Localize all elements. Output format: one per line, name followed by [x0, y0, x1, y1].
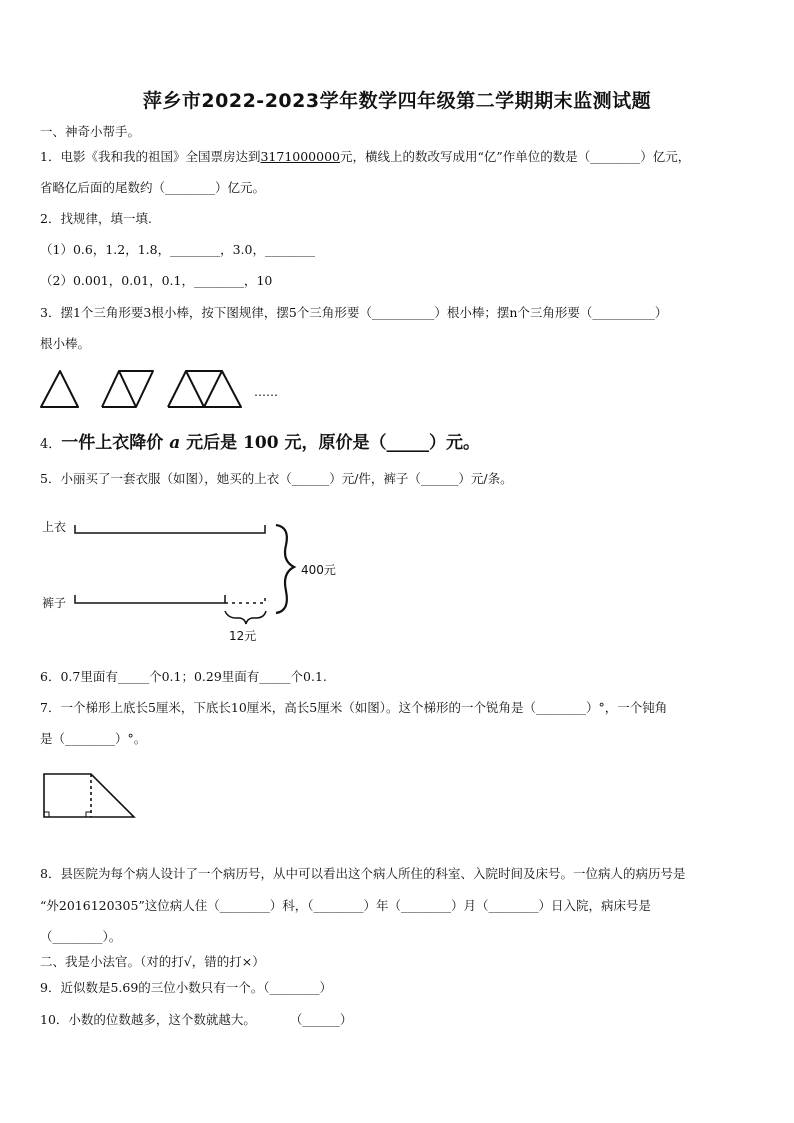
question-6: 6．0.7里面有_____个0.1；0.29里面有_____个0.1. [40, 669, 327, 684]
q10-text: 10．小数的位数越多，这个数就越大。 [40, 1012, 256, 1027]
question-1-line-1 [40, 147, 690, 165]
difference-brace [225, 611, 266, 624]
triangle-1 [41, 371, 78, 407]
triangles-3 [168, 371, 222, 407]
difference-segment [225, 595, 265, 603]
question-5: 5．小丽买了一套衣服（如图），她买的上衣（______）元/件，裤子（______）元/条。 [40, 471, 513, 486]
page-title: 萍乡市2022-2023学年数学四年级第二学期期末监测试题 [142, 90, 652, 112]
question-1-line-2: 省略亿后面的尾数约（________）亿元。 [40, 180, 266, 195]
line-segment-diagram [70, 515, 300, 630]
question-7-line-2: 是（________）°。 [40, 731, 147, 746]
trapezoid-figure [38, 768, 150, 830]
question-2-line-3: （2）0.001，0.01，0.1，________，10 [40, 273, 273, 288]
question-4 [40, 428, 480, 453]
question-8-line-2: “外2016120305”这位病人住（________）科，（________）年（________）月（________）日入院，病床号是 [40, 898, 652, 913]
question-8-line-3: （________）。 [40, 929, 122, 944]
question-9: 9．近似数是5.69的三位小数只有一个。（________） [40, 980, 333, 995]
section-1-heading: 一、神奇小帮手。 [40, 124, 141, 139]
q4-text-post: 元后是 100 元，原价是（_____）元。 [186, 433, 480, 453]
question-3-line-1: 3．摆1个三角形要3根小棒，按下图规律，摆5个三角形要（__________）根小棒；摆n个三角形要（__________） [40, 305, 668, 320]
triangles-2 [102, 371, 153, 407]
question-2-line-1: 2．找规律，填一填. [40, 211, 152, 226]
triangle-pattern-figure [36, 364, 286, 412]
question-8-line-1: 8．县医院为每个病人设计了一个病历号，从中可以看出这个病人所住的科室、入院时间及床号。一位病人的病历号是 [40, 866, 686, 881]
jacket-segment [75, 525, 265, 533]
q4-variable: a [169, 433, 181, 453]
label-total: 400元 [301, 563, 336, 577]
q4-text-pre: 一件上衣降价 [61, 433, 164, 453]
section-2-heading: 二、我是小法官。（对的打√，错的打×） [40, 954, 265, 969]
q10-blank: （______） [289, 1012, 353, 1027]
trapezoid [44, 774, 134, 817]
question-7-line-1: 7．一个梯形上底长5厘米，下底长10厘米，高长5厘米（如图）。这个梯形的一个锐角是（________）°，一个钝角 [40, 700, 668, 715]
label-difference: 12元 [229, 629, 257, 643]
ellipsis: …… [254, 385, 278, 399]
label-jacket: 上衣 [42, 520, 67, 534]
label-pants: 裤子 [42, 596, 67, 610]
q4-number: 4． [40, 437, 62, 452]
pants-segment [75, 595, 225, 603]
question-10 [40, 1010, 352, 1028]
q1-text-pre: 1．电影《我和我的祖国》全国票房达到 [40, 149, 261, 164]
question-2-line-2: （1）0.6，1.2，1.8，________，3.0，________ [40, 242, 315, 257]
q1-number: 3171000000 [260, 149, 340, 164]
total-brace [276, 525, 294, 613]
question-3-line-2: 根小棒。 [40, 336, 91, 351]
q1-text-post: 元，横线上的数改写成用“亿”作单位的数是（________）亿元， [340, 149, 691, 164]
